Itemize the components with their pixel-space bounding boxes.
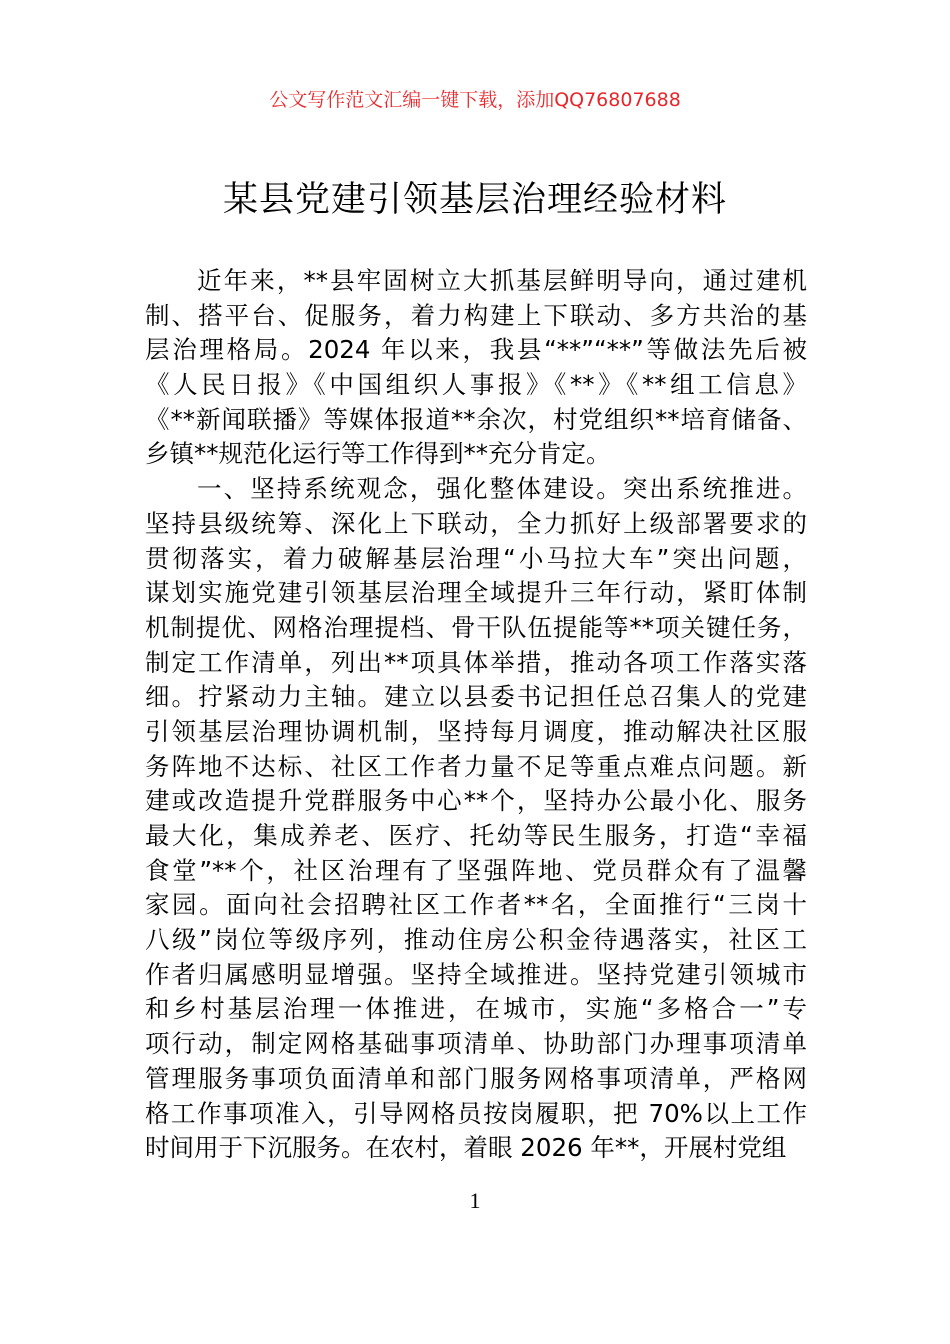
text-line: 项行动，制定网格基础事项清单、协助部门办理事项清单 <box>145 1029 807 1059</box>
document-body <box>145 264 807 1166</box>
text-line: 《人民日报》《中国组织人事报》《**》《**组工信息》 <box>145 370 807 400</box>
text-line: 谋划实施党建引领基层治理全域提升三年行动，紧盯体制 <box>145 578 807 608</box>
text-line: 细。拧紧动力主轴。建立以县委书记担任总召集人的党建 <box>145 682 807 712</box>
page-number: 1 <box>469 1188 481 1213</box>
text-line: 务阵地不达标、社区工作者力量不足等重点难点问题。新 <box>145 751 807 781</box>
text-line: 贯彻落实，着力破解基层治理“小马拉大车”突出问题， <box>145 543 807 573</box>
text-line: 最大化，集成养老、医疗、托幼等民生服务，打造“幸福 <box>145 821 807 850</box>
text-line: 制定工作清单，列出**项具体举措，推动各项工作落实落 <box>145 647 807 677</box>
text-line: 引领基层治理协调机制，坚持每月调度，推动解决社区服 <box>145 716 807 746</box>
text-line: 食堂”**个，社区治理有了坚强阵地、党员群众有了温馨 <box>145 855 807 885</box>
text-line: 八级”岗位等级序列，推动住房公积金待遇落实，社区工 <box>145 925 807 955</box>
text-line: 坚持县级统筹、深化上下联动，全力抓好上级部署要求的 <box>145 508 807 538</box>
text-line: 建或改造提升党群服务中心**个，坚持办公最小化、服务 <box>145 786 807 816</box>
text-line: 一、坚持系统观念，强化整体建设。突出系统推进。 <box>197 474 807 504</box>
text-line: 乡镇**规范化运行等工作得到**充分肯定。 <box>145 439 611 469</box>
document-title: 某县党建引领基层治理经验材料 <box>222 180 727 220</box>
text-line: 《**新闻联播》等媒体报道**余次，村党组织**培育储备、 <box>145 404 807 434</box>
text-line: 和乡村基层治理一体推进，在城市，实施“多格合一”专 <box>145 994 807 1024</box>
text-line: 管理服务事项负面清单和部门服务网格事项清单，严格网 <box>145 1063 807 1093</box>
text-line: 作者归属感明显增强。坚持全域推进。坚持党建引领城市 <box>145 959 807 989</box>
text-line: 时间用于下沉服务。在农村，着眼 2026 年**，开展村党组 <box>145 1133 787 1163</box>
text-line: 制、搭平台、促服务，着力构建上下联动、多方共治的基 <box>145 300 807 330</box>
text-line: 近年来，**县牢固树立大抓基层鲜明导向，通过建机 <box>197 266 807 295</box>
text-line: 层治理格局。2024 年以来，我县“**”“**”等做法先后被 <box>145 335 807 365</box>
text-line: 格工作事项准入，引导网格员按岗履职，把 70%以上工作 <box>145 1098 807 1128</box>
watermark-header: 公文写作范文汇编一键下载，添加QQ76807688 <box>269 89 681 111</box>
text-line: 机制提优、网格治理提档、骨干队伍提能等**项关键任务， <box>145 612 807 642</box>
text-line: 家园。面向社会招聘社区工作者**名，全面推行“三岗十 <box>145 890 807 920</box>
